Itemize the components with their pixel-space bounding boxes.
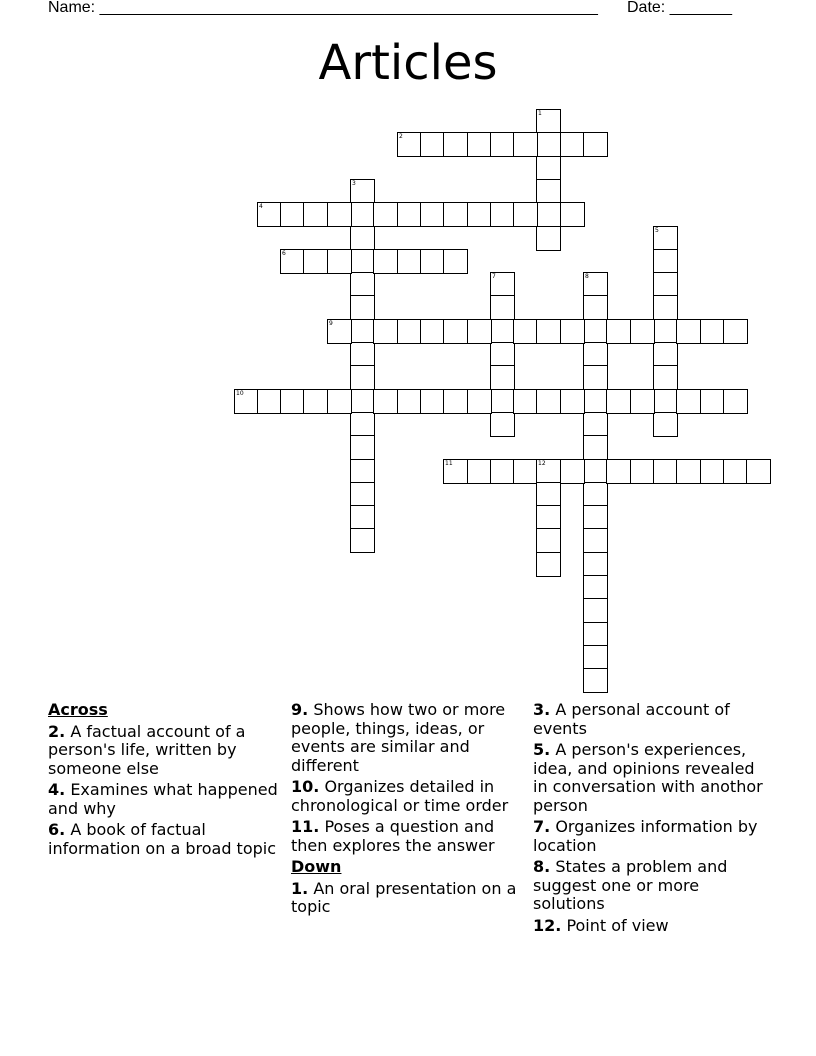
clue-down-8 <box>533 858 773 914</box>
grid-cell[interactable] <box>583 482 608 507</box>
grid-cell[interactable] <box>536 156 561 181</box>
name-field-label: Name: ________________________________________________________ <box>48 0 598 16</box>
clue-text: Organizes detailed in chronological or time order <box>291 777 509 815</box>
grid-cell[interactable] <box>536 132 561 157</box>
clue-number-label: 11 <box>445 460 453 467</box>
clue-across-4 <box>48 781 286 818</box>
grid-cell[interactable] <box>490 412 515 437</box>
grid-cell[interactable] <box>653 342 678 367</box>
clue-number: 5. <box>533 740 551 759</box>
clue-text: Examines what happened and why <box>48 780 278 818</box>
clue-across-6 <box>48 821 286 858</box>
grid-cell[interactable] <box>397 319 422 344</box>
grid-cell[interactable] <box>700 319 725 344</box>
grid-cell[interactable] <box>350 389 375 414</box>
grid-cell[interactable] <box>560 389 585 414</box>
clue-number: 1. <box>291 878 309 898</box>
grid-cell[interactable] <box>234 389 259 414</box>
grid-cell[interactable] <box>536 202 561 227</box>
clues-column-2 <box>291 701 529 920</box>
clue-number-label: 8 <box>585 273 589 280</box>
grid-cell[interactable] <box>536 505 561 530</box>
clue-text: A personal account of events <box>533 700 730 738</box>
grid-cell[interactable] <box>513 319 538 344</box>
grid-cell[interactable] <box>490 202 515 227</box>
clue-number: 3. <box>533 700 551 719</box>
grid-cell[interactable] <box>373 319 398 344</box>
grid-cell[interactable] <box>653 272 678 297</box>
clue-down-1 <box>291 880 529 917</box>
grid-cell[interactable] <box>630 319 655 344</box>
grid-cell[interactable] <box>630 389 655 414</box>
grid-cell[interactable] <box>583 412 608 437</box>
grid-cell[interactable] <box>653 365 678 390</box>
clues-column-3 <box>533 701 773 938</box>
clue-number: 10. <box>291 777 320 796</box>
clue-number: 8. <box>533 857 551 876</box>
clue-number: 7. <box>533 817 551 836</box>
grid-cell[interactable] <box>583 505 608 530</box>
clue-number-label: 10 <box>236 390 244 397</box>
grid-cell[interactable] <box>513 459 538 484</box>
grid-cell[interactable] <box>536 389 561 414</box>
grid-cell[interactable] <box>536 528 561 553</box>
clue-number-label: 2 <box>399 133 403 140</box>
grid-cell[interactable] <box>513 132 538 157</box>
grid-cell[interactable] <box>350 179 375 204</box>
grid-cell[interactable] <box>397 202 422 227</box>
grid-cell[interactable] <box>350 272 375 297</box>
clue-number: 6. <box>48 820 66 839</box>
grid-cell[interactable] <box>350 319 375 344</box>
down-heading: Down <box>291 857 342 876</box>
grid-cell[interactable] <box>653 459 678 484</box>
grid-cell[interactable] <box>653 319 678 344</box>
clue-number-label: 7 <box>492 273 496 280</box>
grid-cell[interactable] <box>467 202 492 227</box>
grid-cell[interactable] <box>303 389 328 414</box>
clue-number-label: 1 <box>538 110 542 117</box>
grid-cell[interactable] <box>443 459 468 484</box>
across-heading: Across <box>48 700 108 719</box>
grid-cell[interactable] <box>536 552 561 577</box>
clue-number-label: 4 <box>259 203 263 210</box>
grid-cell[interactable] <box>560 132 585 157</box>
grid-cell[interactable] <box>700 459 725 484</box>
grid-cell[interactable] <box>327 249 352 274</box>
clue-text: Poses a question and then explores the answer <box>291 817 495 855</box>
grid-cell[interactable] <box>583 528 608 553</box>
grid-cell[interactable] <box>467 389 492 414</box>
grid-cell[interactable] <box>350 435 375 460</box>
clue-number-label: 12 <box>538 460 546 467</box>
clue-across-11 <box>291 818 529 855</box>
grid-cell[interactable] <box>443 202 468 227</box>
grid-cell[interactable] <box>560 319 585 344</box>
grid-cell[interactable] <box>490 132 515 157</box>
grid-cell[interactable] <box>303 249 328 274</box>
grid-cell[interactable] <box>420 202 445 227</box>
clue-text: Point of view <box>566 915 669 935</box>
grid-cell[interactable] <box>676 319 701 344</box>
grid-cell[interactable] <box>397 132 422 157</box>
grid-cell[interactable] <box>746 459 771 484</box>
clue-across-2 <box>48 723 286 779</box>
grid-cell[interactable] <box>513 202 538 227</box>
grid-cell[interactable] <box>490 342 515 367</box>
clue-text: A book of factual information on a broad topic <box>48 820 277 858</box>
clue-down-5 <box>533 741 773 815</box>
grid-cell[interactable] <box>490 389 515 414</box>
grid-cell[interactable] <box>420 249 445 274</box>
grid-cell[interactable] <box>536 482 561 507</box>
clue-number: 2. <box>48 721 66 741</box>
grid-cell[interactable] <box>373 249 398 274</box>
grid-cell[interactable] <box>723 389 748 414</box>
clue-number: 4. <box>48 780 66 799</box>
clue-text: A factual account of a person's life, written by someone else <box>48 721 246 778</box>
grid-cell[interactable] <box>280 249 305 274</box>
clue-number: 12. <box>533 915 562 935</box>
clue-text: An oral presentation on a topic <box>291 878 517 916</box>
grid-cell[interactable] <box>583 575 608 600</box>
clue-down-7 <box>533 818 773 855</box>
clue-number-label: 5 <box>655 227 659 234</box>
grid-cell[interactable] <box>700 389 725 414</box>
grid-cell[interactable] <box>350 342 375 367</box>
grid-cell[interactable] <box>653 295 678 320</box>
grid-cell[interactable] <box>653 249 678 274</box>
grid-cell[interactable] <box>350 202 375 227</box>
grid-cell[interactable] <box>606 459 631 484</box>
grid-cell[interactable] <box>467 319 492 344</box>
grid-cell[interactable] <box>583 552 608 577</box>
grid-cell[interactable] <box>630 459 655 484</box>
grid-cell[interactable] <box>536 179 561 204</box>
grid-cell[interactable] <box>350 459 375 484</box>
grid-cell[interactable] <box>420 132 445 157</box>
grid-cell[interactable] <box>397 249 422 274</box>
clue-down-12 <box>533 917 773 936</box>
grid-cell[interactable] <box>583 272 608 297</box>
grid-cell[interactable] <box>327 202 352 227</box>
grid-cell[interactable] <box>583 622 608 647</box>
clue-down-3 <box>533 701 773 738</box>
clue-number-label: 3 <box>352 180 356 187</box>
clue-text: Organizes information by location <box>533 817 758 855</box>
clue-text: A person's experiences, idea, and opinions revealed in conversation with anothor person <box>533 740 763 815</box>
grid-cell[interactable] <box>373 202 398 227</box>
clue-number: 11. <box>291 817 320 836</box>
page-title: Articles <box>318 35 498 91</box>
grid-cell[interactable] <box>723 459 748 484</box>
grid-cell[interactable] <box>583 645 608 670</box>
grid-cell[interactable] <box>583 365 608 390</box>
grid-cell[interactable] <box>397 389 422 414</box>
grid-cell[interactable] <box>653 412 678 437</box>
grid-cell[interactable] <box>467 459 492 484</box>
grid-cell[interactable] <box>350 295 375 320</box>
grid-cell[interactable] <box>350 505 375 530</box>
grid-cell[interactable] <box>490 319 515 344</box>
grid-cell[interactable] <box>490 459 515 484</box>
grid-cell[interactable] <box>513 389 538 414</box>
grid-cell[interactable] <box>583 342 608 367</box>
grid-cell[interactable] <box>606 389 631 414</box>
grid-cell[interactable] <box>583 389 608 414</box>
grid-cell[interactable] <box>490 272 515 297</box>
grid-cell[interactable] <box>280 202 305 227</box>
grid-cell[interactable] <box>583 459 608 484</box>
grid-cell[interactable] <box>327 389 352 414</box>
grid-cell[interactable] <box>350 482 375 507</box>
clues-column-1 <box>48 701 286 861</box>
grid-cell[interactable] <box>257 389 282 414</box>
grid-cell[interactable] <box>560 459 585 484</box>
clue-text: States a problem and suggest one or more solutions <box>533 857 728 913</box>
clue-across-9 <box>291 701 529 775</box>
grid-cell[interactable] <box>536 459 561 484</box>
grid-cell[interactable] <box>723 319 748 344</box>
grid-cell[interactable] <box>280 389 305 414</box>
grid-cell[interactable] <box>583 598 608 623</box>
grid-cell[interactable] <box>443 132 468 157</box>
clue-number-label: 6 <box>282 250 286 257</box>
grid-cell[interactable] <box>653 226 678 251</box>
grid-cell[interactable] <box>606 319 631 344</box>
grid-cell[interactable] <box>583 319 608 344</box>
grid-cell[interactable] <box>350 226 375 251</box>
grid-cell[interactable] <box>443 249 468 274</box>
grid-cell[interactable] <box>373 389 398 414</box>
clue-number-label: 9 <box>329 320 333 327</box>
grid-cell[interactable] <box>443 319 468 344</box>
clue-text: Shows how two or more people, things, ideas, or events are similar and different <box>291 700 506 775</box>
grid-cell[interactable] <box>536 226 561 251</box>
grid-cell[interactable] <box>653 389 678 414</box>
grid-cell[interactable] <box>583 132 608 157</box>
grid-cell[interactable] <box>583 435 608 460</box>
grid-cell[interactable] <box>490 365 515 390</box>
grid-cell[interactable] <box>420 319 445 344</box>
grid-cell[interactable] <box>536 109 561 134</box>
grid-cell[interactable] <box>257 202 282 227</box>
clue-across-10 <box>291 778 529 815</box>
grid-cell[interactable] <box>350 249 375 274</box>
grid-cell[interactable] <box>350 365 375 390</box>
grid-cell[interactable] <box>327 319 352 344</box>
grid-cell[interactable] <box>583 668 608 693</box>
grid-cell[interactable] <box>676 459 701 484</box>
grid-cell[interactable] <box>536 319 561 344</box>
clue-number: 9. <box>291 700 309 719</box>
grid-cell[interactable] <box>303 202 328 227</box>
grid-cell[interactable] <box>560 202 585 227</box>
grid-cell[interactable] <box>467 132 492 157</box>
grid-cell[interactable] <box>420 389 445 414</box>
grid-cell[interactable] <box>350 412 375 437</box>
grid-cell[interactable] <box>676 389 701 414</box>
date-field-label: Date: _______ <box>627 0 732 16</box>
grid-cell[interactable] <box>443 389 468 414</box>
grid-cell[interactable] <box>350 528 375 553</box>
grid-cell[interactable] <box>490 295 515 320</box>
grid-cell[interactable] <box>583 295 608 320</box>
